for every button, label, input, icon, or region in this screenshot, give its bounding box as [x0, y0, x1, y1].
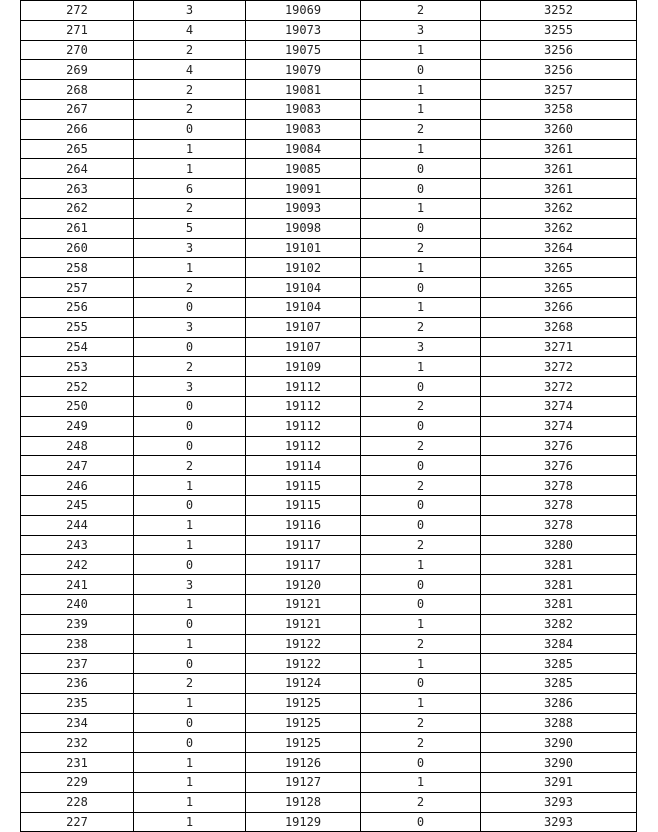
count2-cell: 3	[361, 20, 481, 40]
table-row	[21, 733, 637, 753]
rank-cell: 19115	[246, 476, 361, 496]
cumulative-cell: 3274	[481, 396, 637, 416]
count2-cell: 1	[361, 80, 481, 100]
score-cell: 244	[21, 515, 134, 535]
table-row	[21, 317, 637, 337]
cumulative-cell: 3272	[481, 357, 637, 377]
cumulative-cell: 3272	[481, 377, 637, 397]
table-row	[21, 575, 637, 595]
cumulative-cell: 3290	[481, 733, 637, 753]
table-row	[21, 99, 637, 119]
count2-cell: 2	[361, 634, 481, 654]
count2-cell: 2	[361, 476, 481, 496]
cumulative-cell: 3278	[481, 476, 637, 496]
rank-cell: 19091	[246, 179, 361, 199]
cumulative-cell: 3261	[481, 139, 637, 159]
rank-cell: 19129	[246, 812, 361, 832]
count-cell: 0	[134, 614, 246, 634]
cumulative-cell: 3282	[481, 614, 637, 634]
table-row	[21, 278, 637, 298]
rank-cell: 19121	[246, 594, 361, 614]
count-cell: 2	[134, 80, 246, 100]
rank-cell: 19112	[246, 377, 361, 397]
count-cell: 1	[134, 515, 246, 535]
count2-cell: 0	[361, 575, 481, 595]
cumulative-cell: 3264	[481, 238, 637, 258]
score-cell: 269	[21, 60, 134, 80]
score-cell: 258	[21, 258, 134, 278]
rank-cell: 19112	[246, 396, 361, 416]
table-row	[21, 555, 637, 575]
count-cell: 0	[134, 436, 246, 456]
count-cell: 1	[134, 634, 246, 654]
table-row	[21, 297, 637, 317]
score-cell: 265	[21, 139, 134, 159]
count-cell: 6	[134, 179, 246, 199]
table-row	[21, 1, 637, 21]
count2-cell: 0	[361, 515, 481, 535]
rank-cell: 19107	[246, 337, 361, 357]
count-cell: 0	[134, 396, 246, 416]
score-cell: 255	[21, 317, 134, 337]
score-cell: 239	[21, 614, 134, 634]
count2-cell: 0	[361, 753, 481, 773]
cumulative-cell: 3268	[481, 317, 637, 337]
count2-cell: 0	[361, 594, 481, 614]
count2-cell: 2	[361, 396, 481, 416]
score-cell: 245	[21, 495, 134, 515]
count-cell: 2	[134, 278, 246, 298]
rank-cell: 19121	[246, 614, 361, 634]
cumulative-cell: 3256	[481, 40, 637, 60]
cumulative-cell: 3280	[481, 535, 637, 555]
cumulative-cell: 3290	[481, 753, 637, 773]
rank-cell: 19116	[246, 515, 361, 535]
rank-cell: 19081	[246, 80, 361, 100]
score-cell: 240	[21, 594, 134, 614]
score-cell: 271	[21, 20, 134, 40]
score-cell: 254	[21, 337, 134, 357]
score-cell: 264	[21, 159, 134, 179]
table-row	[21, 40, 637, 60]
score-cell: 228	[21, 792, 134, 812]
cumulative-cell: 3261	[481, 159, 637, 179]
rank-cell: 19112	[246, 436, 361, 456]
cumulative-cell: 3285	[481, 674, 637, 694]
count2-cell: 2	[361, 535, 481, 555]
table-row	[21, 396, 637, 416]
count-cell: 1	[134, 476, 246, 496]
rank-cell: 19125	[246, 693, 361, 713]
rank-cell: 19085	[246, 159, 361, 179]
rank-cell: 19098	[246, 218, 361, 238]
rank-cell: 19093	[246, 198, 361, 218]
cumulative-cell: 3281	[481, 555, 637, 575]
cumulative-cell: 3291	[481, 773, 637, 793]
rank-cell: 19128	[246, 792, 361, 812]
count-cell: 0	[134, 495, 246, 515]
score-cell: 231	[21, 753, 134, 773]
count2-cell: 1	[361, 40, 481, 60]
count2-cell: 0	[361, 60, 481, 80]
rank-cell: 19115	[246, 495, 361, 515]
rank-cell: 19120	[246, 575, 361, 595]
table-row	[21, 594, 637, 614]
count-cell: 2	[134, 357, 246, 377]
score-table-container	[20, 0, 636, 832]
count-cell: 4	[134, 60, 246, 80]
table-row	[21, 713, 637, 733]
count-cell: 0	[134, 733, 246, 753]
score-cell: 270	[21, 40, 134, 60]
score-cell: 242	[21, 555, 134, 575]
cumulative-cell: 3293	[481, 792, 637, 812]
cumulative-cell: 3266	[481, 297, 637, 317]
count-cell: 0	[134, 654, 246, 674]
table-row	[21, 614, 637, 634]
count-cell: 3	[134, 575, 246, 595]
cumulative-cell: 3261	[481, 179, 637, 199]
count2-cell: 2	[361, 1, 481, 21]
count-cell: 2	[134, 40, 246, 60]
cumulative-cell: 3281	[481, 594, 637, 614]
table-row	[21, 119, 637, 139]
score-cell: 272	[21, 1, 134, 21]
score-cell: 261	[21, 218, 134, 238]
score-cell: 237	[21, 654, 134, 674]
count-cell: 1	[134, 594, 246, 614]
count2-cell: 2	[361, 119, 481, 139]
count-cell: 3	[134, 377, 246, 397]
count2-cell: 1	[361, 297, 481, 317]
rank-cell: 19079	[246, 60, 361, 80]
table-row	[21, 80, 637, 100]
cumulative-cell: 3252	[481, 1, 637, 21]
count2-cell: 0	[361, 416, 481, 436]
count2-cell: 0	[361, 674, 481, 694]
cumulative-cell: 3285	[481, 654, 637, 674]
count-cell: 1	[134, 535, 246, 555]
count2-cell: 2	[361, 238, 481, 258]
count2-cell: 1	[361, 693, 481, 713]
rank-cell: 19122	[246, 634, 361, 654]
table-row	[21, 792, 637, 812]
table-row	[21, 337, 637, 357]
count2-cell: 1	[361, 357, 481, 377]
rank-cell: 19104	[246, 297, 361, 317]
score-cell: 227	[21, 812, 134, 832]
rank-cell: 19117	[246, 535, 361, 555]
rank-cell: 19073	[246, 20, 361, 40]
count2-cell: 2	[361, 317, 481, 337]
count-cell: 1	[134, 773, 246, 793]
count2-cell: 0	[361, 218, 481, 238]
rank-cell: 19075	[246, 40, 361, 60]
count-cell: 1	[134, 139, 246, 159]
table-row	[21, 515, 637, 535]
count2-cell: 1	[361, 555, 481, 575]
score-cell: 243	[21, 535, 134, 555]
count2-cell: 3	[361, 337, 481, 357]
table-row	[21, 198, 637, 218]
count2-cell: 0	[361, 179, 481, 199]
rank-cell: 19117	[246, 555, 361, 575]
count-cell: 3	[134, 317, 246, 337]
count2-cell: 1	[361, 773, 481, 793]
count2-cell: 2	[361, 436, 481, 456]
table-row	[21, 416, 637, 436]
rank-cell: 19102	[246, 258, 361, 278]
cumulative-cell: 3286	[481, 693, 637, 713]
count-cell: 0	[134, 555, 246, 575]
count2-cell: 0	[361, 278, 481, 298]
rank-cell: 19107	[246, 317, 361, 337]
table-row	[21, 773, 637, 793]
count2-cell: 1	[361, 654, 481, 674]
count2-cell: 2	[361, 792, 481, 812]
score-table-body	[21, 1, 637, 832]
rank-cell: 19069	[246, 1, 361, 21]
count2-cell: 0	[361, 456, 481, 476]
cumulative-cell: 3274	[481, 416, 637, 436]
score-cell: 248	[21, 436, 134, 456]
cumulative-cell: 3258	[481, 99, 637, 119]
score-table	[20, 0, 637, 832]
count-cell: 1	[134, 792, 246, 812]
count-cell: 0	[134, 416, 246, 436]
count-cell: 0	[134, 297, 246, 317]
count-cell: 5	[134, 218, 246, 238]
rank-cell: 19125	[246, 733, 361, 753]
rank-cell: 19101	[246, 238, 361, 258]
rank-cell: 19114	[246, 456, 361, 476]
table-row	[21, 238, 637, 258]
table-row	[21, 357, 637, 377]
count-cell: 2	[134, 456, 246, 476]
score-cell: 229	[21, 773, 134, 793]
count-cell: 1	[134, 159, 246, 179]
score-cell: 266	[21, 119, 134, 139]
table-row	[21, 218, 637, 238]
cumulative-cell: 3262	[481, 198, 637, 218]
score-cell: 268	[21, 80, 134, 100]
count-cell: 1	[134, 812, 246, 832]
score-cell: 267	[21, 99, 134, 119]
count-cell: 0	[134, 119, 246, 139]
cumulative-cell: 3265	[481, 278, 637, 298]
score-cell: 249	[21, 416, 134, 436]
count-cell: 4	[134, 20, 246, 40]
score-cell: 252	[21, 377, 134, 397]
rank-cell: 19104	[246, 278, 361, 298]
cumulative-cell: 3288	[481, 713, 637, 733]
score-cell: 238	[21, 634, 134, 654]
table-row	[21, 258, 637, 278]
table-row	[21, 436, 637, 456]
rank-cell: 19125	[246, 713, 361, 733]
count-cell: 0	[134, 337, 246, 357]
score-cell: 262	[21, 198, 134, 218]
score-cell: 236	[21, 674, 134, 694]
cumulative-cell: 3281	[481, 575, 637, 595]
cumulative-cell: 3293	[481, 812, 637, 832]
count2-cell: 0	[361, 812, 481, 832]
score-cell: 256	[21, 297, 134, 317]
rank-cell: 19112	[246, 416, 361, 436]
score-cell: 232	[21, 733, 134, 753]
table-row	[21, 377, 637, 397]
count-cell: 3	[134, 1, 246, 21]
score-cell: 260	[21, 238, 134, 258]
table-row	[21, 476, 637, 496]
count-cell: 1	[134, 258, 246, 278]
table-row	[21, 60, 637, 80]
count-cell: 2	[134, 198, 246, 218]
count-cell: 1	[134, 753, 246, 773]
cumulative-cell: 3284	[481, 634, 637, 654]
cumulative-cell: 3276	[481, 456, 637, 476]
cumulative-cell: 3262	[481, 218, 637, 238]
table-row	[21, 495, 637, 515]
rank-cell: 19122	[246, 654, 361, 674]
cumulative-cell: 3260	[481, 119, 637, 139]
cumulative-cell: 3265	[481, 258, 637, 278]
count2-cell: 1	[361, 198, 481, 218]
score-cell: 234	[21, 713, 134, 733]
count-cell: 3	[134, 238, 246, 258]
score-cell: 250	[21, 396, 134, 416]
count2-cell: 0	[361, 377, 481, 397]
rank-cell: 19084	[246, 139, 361, 159]
table-row	[21, 179, 637, 199]
count2-cell: 1	[361, 99, 481, 119]
score-cell: 257	[21, 278, 134, 298]
score-cell: 247	[21, 456, 134, 476]
table-row	[21, 159, 637, 179]
cumulative-cell: 3276	[481, 436, 637, 456]
rank-cell: 19083	[246, 99, 361, 119]
count2-cell: 0	[361, 495, 481, 515]
rank-cell: 19124	[246, 674, 361, 694]
cumulative-cell: 3256	[481, 60, 637, 80]
table-row	[21, 139, 637, 159]
cumulative-cell: 3271	[481, 337, 637, 357]
count-cell: 1	[134, 693, 246, 713]
table-row	[21, 634, 637, 654]
score-cell: 241	[21, 575, 134, 595]
cumulative-cell: 3278	[481, 515, 637, 535]
rank-cell: 19109	[246, 357, 361, 377]
count-cell: 2	[134, 99, 246, 119]
rank-cell: 19127	[246, 773, 361, 793]
rank-cell: 19126	[246, 753, 361, 773]
table-row	[21, 20, 637, 40]
score-cell: 246	[21, 476, 134, 496]
table-row	[21, 674, 637, 694]
count2-cell: 2	[361, 733, 481, 753]
table-row	[21, 535, 637, 555]
count2-cell: 2	[361, 713, 481, 733]
table-row	[21, 654, 637, 674]
count-cell: 2	[134, 674, 246, 694]
rank-cell: 19083	[246, 119, 361, 139]
count2-cell: 1	[361, 258, 481, 278]
count2-cell: 1	[361, 614, 481, 634]
table-row	[21, 753, 637, 773]
table-row	[21, 456, 637, 476]
count2-cell: 0	[361, 159, 481, 179]
cumulative-cell: 3257	[481, 80, 637, 100]
cumulative-cell: 3255	[481, 20, 637, 40]
table-row	[21, 693, 637, 713]
cumulative-cell: 3278	[481, 495, 637, 515]
score-cell: 253	[21, 357, 134, 377]
score-cell: 235	[21, 693, 134, 713]
count-cell: 0	[134, 713, 246, 733]
score-cell: 263	[21, 179, 134, 199]
table-row	[21, 812, 637, 832]
count2-cell: 1	[361, 139, 481, 159]
